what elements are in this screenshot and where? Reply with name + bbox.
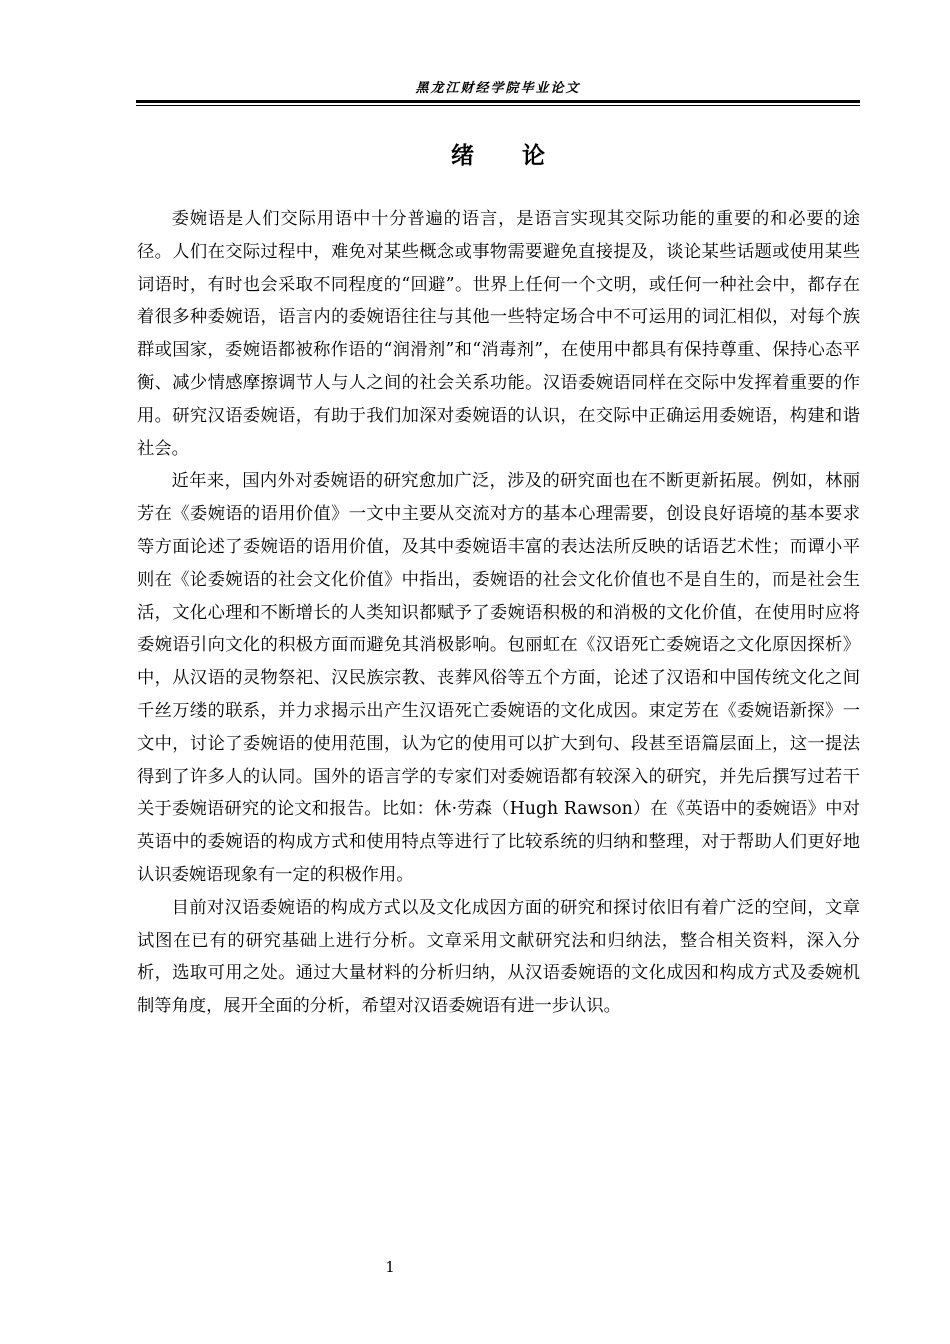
page-number: 1 bbox=[385, 1258, 395, 1276]
header-rule-thin bbox=[136, 105, 860, 106]
header-rule-thick bbox=[136, 100, 860, 103]
paragraph-2: 近年来，国内外对委婉语的研究愈加广泛，涉及的研究面也在不断更新拓展。例如，林丽芳在《委婉语的语用价值》一文中主要从交流对方的基本心理需要，创设良好语境的基本要求等方面论述了委婉语的语用价值，及其中委婉语丰富的表达法所反映的话语艺术性；而谭小平则在《论委婉语的社会文化价值》中指出，委婉语的社会文化价值也不是自生的，而是社会生活，文化心理和不断增长的人类知识都赋予了委婉语积极的和消极的文化价值，在使用时应将委婉语引向文化的积极方面而避免其消极影响。包丽虹在《汉语死亡委婉语之文化原因探析》中，从汉语的灵物祭祀、汉民族宗教、丧葬风俗等五个方面，论述了汉语和中国传统文化之间千丝万缕的联系，并力求揭示出产生汉语死亡委婉语的文化成因。束定芳在《委婉语新探》一文中，讨论了委婉语的使用范围，认为它的使用可以扩大到句、段甚至语篇层面上，这一提法得到了许多人的认同。国外的语言学的专家们对委婉语都有较深入的研究，并先后撰写过若干关于委婉语研究的论文和报告。比如：休·劳森（Hugh Rawson）在《英语中的委婉语》中对英语中的委婉语的构成方式和使用特点等进行了比较系统的归纳和整理，对于帮助人们更好地认识委婉语现象有一定的积极作用。 bbox=[137, 471, 860, 885]
body-text bbox=[137, 203, 860, 1023]
running-header-title: 黑龙江财经学院毕业论文 bbox=[415, 81, 581, 96]
chapter-title: 绪论 bbox=[451, 142, 593, 169]
paragraph-3: 目前对汉语委婉语的构成方式以及文化成因方面的研究和探讨依旧有着广泛的空间，文章试图在已有的研究基础上进行分析。文章采用文献研究法和归纳法，整合相关资料，深入分析，选取可用之处。通过大量材料的分析归纳，从汉语委婉语的文化成因和构成方式及委婉机制等角度，展开全面的分析，希望对汉语委婉语有进一步认识。 bbox=[137, 897, 860, 1017]
paragraph-1: 委婉语是人们交际用语中十分普遍的语言，是语言实现其交际功能的重要的和必要的途径。人们在交际过程中，难免对某些概念或事物需要避免直接提及，谈论某些话题或使用某些词语时，有时也会采取不同程度的“回避”。世界上任何一个文明，或任何一种社会中，都存在着很多种委婉语，语言内的委婉语往往与其他一些特定场合中不可运用的词汇相似，对每个族群或国家，委婉语都被称作语的“润滑剂”和“消毒剂”，在使用中都具有保持尊重、保持心态平衡、减少情感摩擦调节人与人之间的社会关系功能。汉语委婉语同样在交际中发挥着重要的作用。研究汉语委婉语，有助于我们加深对委婉语的认识，在交际中正确运用委婉语，构建和谐社会。 bbox=[137, 209, 860, 459]
